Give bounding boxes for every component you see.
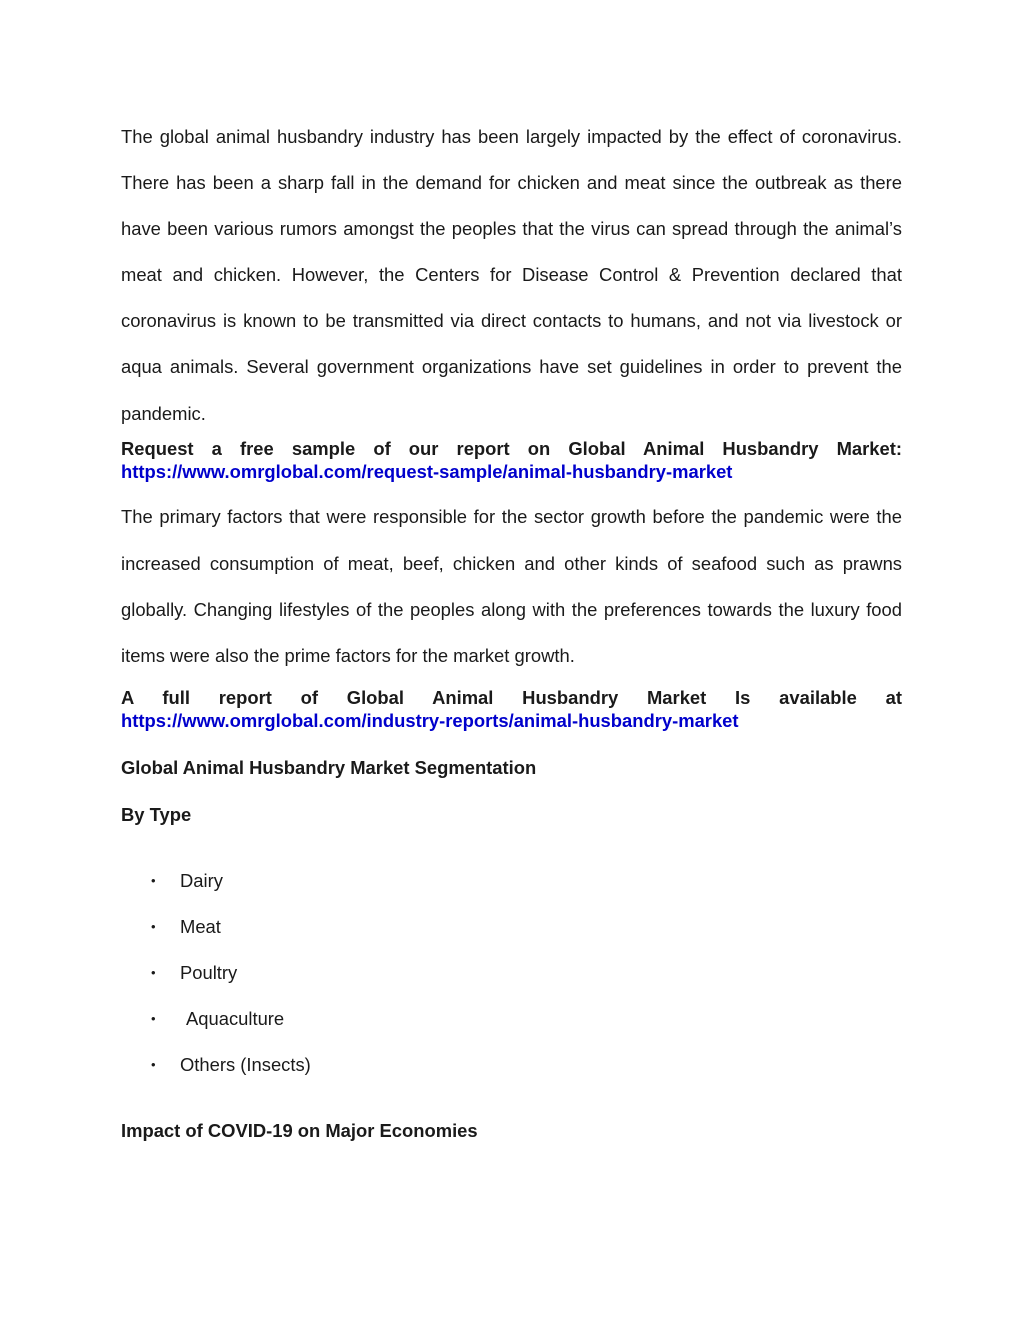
full-report-block: [121, 686, 902, 733]
bullet-icon: •: [151, 1057, 156, 1073]
list-item: [121, 996, 902, 1042]
request-sample-block: [121, 437, 902, 484]
full-report-link[interactable]: https://www.omrglobal.com/industry-reports/animal-husbandry-market: [121, 710, 739, 732]
request-sample-text: Request a free sample of our report on Global Animal Husbandry Market:: [121, 437, 902, 459]
type-list: [121, 858, 902, 1089]
request-sample-link[interactable]: https://www.omrglobal.com/request-sample/animal-husbandry-market: [121, 461, 733, 483]
list-item: [121, 858, 902, 904]
bullet-icon: •: [151, 1011, 156, 1027]
bullet-icon: •: [151, 872, 156, 888]
type-label: Others (Insects): [180, 1054, 311, 1076]
intro-paragraph: The global animal husbandry industry has been largely impacted by the effect of coronavirus. There has been a sharp fall in the demand for chicken and meat since the outbreak as there have been various rumors amongst the peoples that the virus can spread through the animal’s meat and chicken. However, the Centers for Disease Control & Prevention declared that coronavirus is known to be transmitted via direct contacts to humans, and not via livestock or aqua animals. Several government organizations have set guidelines in order to prevent the pandemic.: [121, 126, 902, 424]
growth-factors-paragraph: The primary factors that were responsible for the sector growth before the pandemic were the increased consumption of meat, beef, chicken and other kinds of seafood such as prawns globally. Changing lifestyles of the peoples along with the preferences towards the luxury food items were also the prime factors for the market growth.: [121, 506, 902, 666]
list-item: [121, 904, 902, 950]
type-label: Poultry: [180, 962, 238, 984]
type-label: Dairy: [180, 869, 223, 891]
bullet-icon: •: [151, 918, 156, 934]
list-item: [121, 950, 902, 996]
by-type-heading: By Type: [121, 803, 192, 825]
type-label: Aquaculture: [186, 1008, 285, 1030]
full-report-text: A full report of Global Animal Husbandry Market Is available at: [121, 686, 902, 708]
bullet-icon: •: [151, 965, 156, 981]
segmentation-heading: Global Animal Husbandry Market Segmentation: [121, 756, 537, 778]
type-label: Meat: [180, 915, 221, 937]
covid-impact-heading: Impact of COVID-19 on Major Economies: [121, 1119, 478, 1141]
document-page: [121, 114, 902, 1142]
list-item: [121, 1042, 902, 1088]
